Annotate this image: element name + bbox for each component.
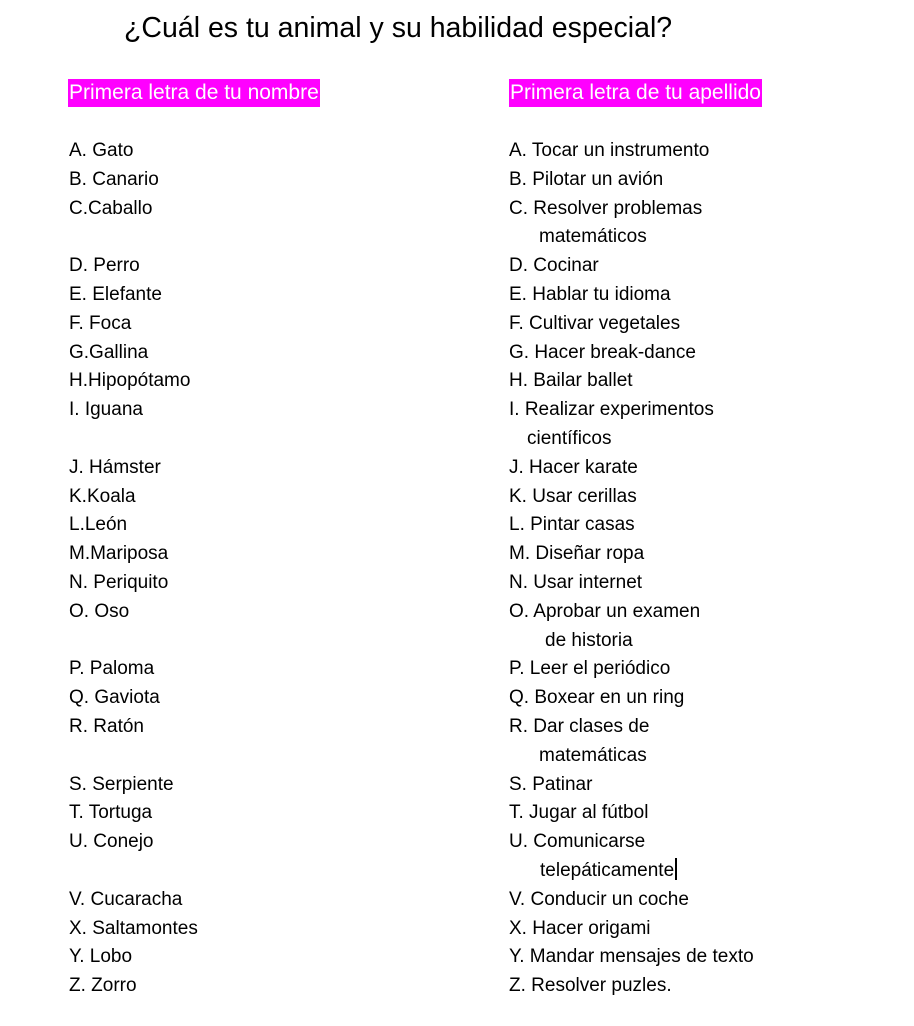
animal-item: O. Oso <box>69 600 130 622</box>
animal-item: Z. Zorro <box>69 975 137 997</box>
page-title: ¿Cuál es tu animal y su habilidad especial? <box>124 12 673 44</box>
ability-item-continuation: de historia <box>545 629 633 651</box>
animal-item: V. Cucaracha <box>69 888 183 910</box>
ability-item: Y. Mandar mensajes de texto <box>509 946 754 968</box>
ability-item-continuation: matemáticas <box>539 744 647 766</box>
animal-item: X. Saltamontes <box>69 917 198 939</box>
animal-item: I. Iguana <box>69 399 143 421</box>
ability-item: G. Hacer break-dance <box>509 341 696 363</box>
ability-item: O. Aprobar un examen <box>509 600 701 622</box>
last-name-header: Primera letra de tu apellido <box>509 79 762 107</box>
ability-item-continuation: científicos <box>527 427 612 449</box>
ability-item: X. Hacer origami <box>509 917 651 939</box>
animal-item: R. Ratón <box>69 715 144 737</box>
text-cursor <box>675 858 677 880</box>
ability-item: K. Usar cerillas <box>509 485 637 507</box>
ability-item: S. Patinar <box>509 773 593 795</box>
ability-item: H. Bailar ballet <box>509 370 633 392</box>
animal-item: S. Serpiente <box>69 773 174 795</box>
ability-item: D. Cocinar <box>509 255 599 277</box>
ability-item: R. Dar clases de <box>509 715 650 737</box>
animal-item: M.Mariposa <box>69 543 169 565</box>
animal-item: A. Gato <box>69 140 134 161</box>
animal-item <box>69 425 489 454</box>
animal-item: Q. Gaviota <box>69 687 160 709</box>
ability-item: B. Pilotar un avión <box>509 168 664 190</box>
animal-item <box>69 857 489 886</box>
animal-item: D. Perro <box>69 255 140 277</box>
animal-item: F. Foca <box>69 312 132 334</box>
ability-item: U. Comunicarse <box>509 831 646 853</box>
animal-list <box>69 137 489 1001</box>
ability-item-continuation: matemáticos <box>539 226 647 248</box>
ability-item: T. Jugar al fútbol <box>509 802 649 824</box>
animal-item: B. Canario <box>69 168 159 190</box>
first-name-header: Primera letra de tu nombre <box>68 79 320 107</box>
animal-item: E. Elefante <box>69 283 162 305</box>
animal-item: H.Hipopótamo <box>69 370 191 392</box>
ability-item: P. Leer el periódico <box>509 658 671 680</box>
animal-item: T. Tortuga <box>69 802 153 824</box>
ability-item-continuation: telepáticamente <box>509 857 914 886</box>
ability-item: I. Realizar experimentos <box>509 399 714 421</box>
animal-item: K.Koala <box>69 485 136 507</box>
animal-item: L.León <box>69 514 128 536</box>
animal-item <box>69 627 489 656</box>
ability-item: V. Conducir un coche <box>509 888 689 910</box>
animal-item: C.Caballo <box>69 197 153 219</box>
ability-item: L. Pintar casas <box>509 514 635 536</box>
ability-item: A. Tocar un instrumento <box>509 140 710 161</box>
animal-item: P. Paloma <box>69 658 155 680</box>
animal-item: J. Hámster <box>69 456 161 478</box>
ability-item: F. Cultivar vegetales <box>509 312 681 334</box>
ability-item: Q. Boxear en un ring <box>509 687 685 709</box>
ability-item: J. Hacer karate <box>509 456 638 478</box>
ability-item: E. Hablar tu idioma <box>509 283 671 305</box>
ability-item: M. Diseñar ropa <box>509 543 645 565</box>
ability-item: C. Resolver problemas <box>509 197 703 219</box>
animal-item <box>69 223 489 252</box>
animal-item: N. Periquito <box>69 571 169 593</box>
animal-item: U. Conejo <box>69 831 154 853</box>
ability-list <box>509 137 914 1001</box>
animal-item: Y. Lobo <box>69 946 133 968</box>
animal-item <box>69 742 489 771</box>
ability-item: N. Usar internet <box>509 571 643 593</box>
animal-item: G.Gallina <box>69 341 149 363</box>
ability-item: Z. Resolver puzles. <box>509 975 672 997</box>
